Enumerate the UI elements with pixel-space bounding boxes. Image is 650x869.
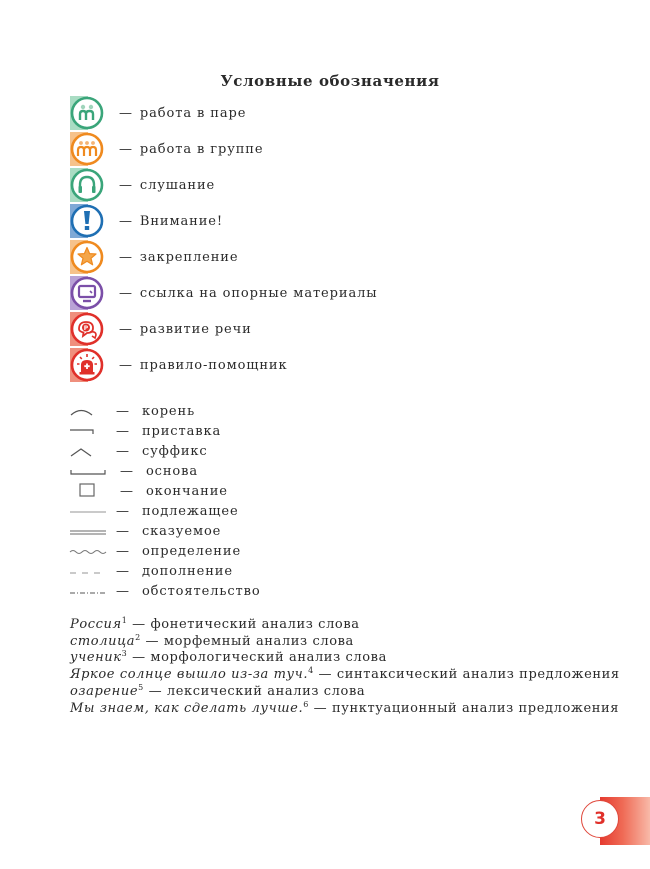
analysis-item: Яркое солнце вышло из-за туч.$^4$ — синтаксический анализ предложения	[70, 666, 620, 683]
legend-label: — развитие речи	[119, 321, 252, 337]
legend-label: — закрепление	[119, 249, 239, 265]
speech-bubble-icon	[70, 312, 104, 346]
subject-line-icon	[68, 502, 116, 520]
legend-item-stem: — основа	[68, 462, 198, 480]
svg-text:P: P	[83, 325, 89, 332]
siren-icon	[70, 348, 104, 382]
legend-item-attribute: — определение	[68, 542, 241, 560]
legend-item-reference	[70, 276, 378, 310]
exclamation-icon	[70, 204, 104, 238]
legend-label: — Внимание!	[119, 213, 223, 229]
suffix-caret-icon	[68, 442, 116, 460]
group-work-icon	[70, 132, 104, 166]
legend-label: — работа в группе	[119, 141, 264, 157]
ending-box-icon	[68, 482, 120, 500]
adverbial-dash-dot-line-icon	[68, 582, 116, 600]
stem-bracket-icon	[68, 462, 120, 480]
legend-item-listening	[70, 168, 215, 202]
legend-item-root: — корень	[68, 402, 195, 420]
legend-label: — слушание	[119, 177, 216, 193]
legend-item-reinforcement	[70, 240, 238, 274]
star-icon	[70, 240, 104, 274]
analysis-item: Мы знаем, как сделать лучше.$^6$ — пунктуационный анализ предложения	[70, 699, 620, 716]
headphones-icon	[70, 168, 104, 202]
legend-item-predicate: — сказуемое	[68, 522, 221, 540]
legend-item-group-work	[70, 132, 263, 166]
legend-label: — работа в паре	[119, 105, 247, 121]
legend-item-pair-work	[70, 96, 246, 130]
analysis-item: столица$^2$ — морфемный анализ слова	[70, 632, 354, 649]
analysis-item: озарение$^5$ — лексический анализ слова	[70, 682, 366, 699]
legend-label: — правило-помощник	[119, 357, 288, 373]
page-number: 3	[581, 800, 619, 838]
legend-item-adverbial: — обстоятельство	[68, 582, 261, 600]
prefix-hook-icon	[68, 422, 116, 440]
root-arc-icon	[68, 402, 116, 420]
legend-label: — ссылка на опорные материалы	[119, 285, 378, 301]
analysis-legend	[70, 617, 620, 717]
object-dashed-line-icon	[68, 562, 116, 580]
monitor-icon	[70, 276, 104, 310]
legend-item-prefix: — приставка	[68, 422, 221, 440]
predicate-double-line-icon	[68, 522, 116, 540]
analysis-item: Россия$^1$ — фонетический анализ слова	[70, 616, 360, 632]
page-title: Условные обозначения	[220, 72, 440, 90]
legend-item-object: — дополнение	[68, 562, 233, 580]
legend-item-attention	[70, 204, 223, 238]
legend-item-helper-rule	[70, 348, 287, 382]
legend-item-subject: — подлежащее	[68, 502, 239, 520]
pair-work-icon	[70, 96, 104, 130]
analysis-item: ученик$^3$ — морфологический анализ слова	[70, 649, 387, 666]
attribute-wavy-line-icon	[68, 542, 116, 560]
legend-item-speech	[70, 312, 252, 346]
legend-item-ending: — окончание	[68, 482, 228, 500]
legend-item-suffix: — суффикс	[68, 442, 208, 460]
